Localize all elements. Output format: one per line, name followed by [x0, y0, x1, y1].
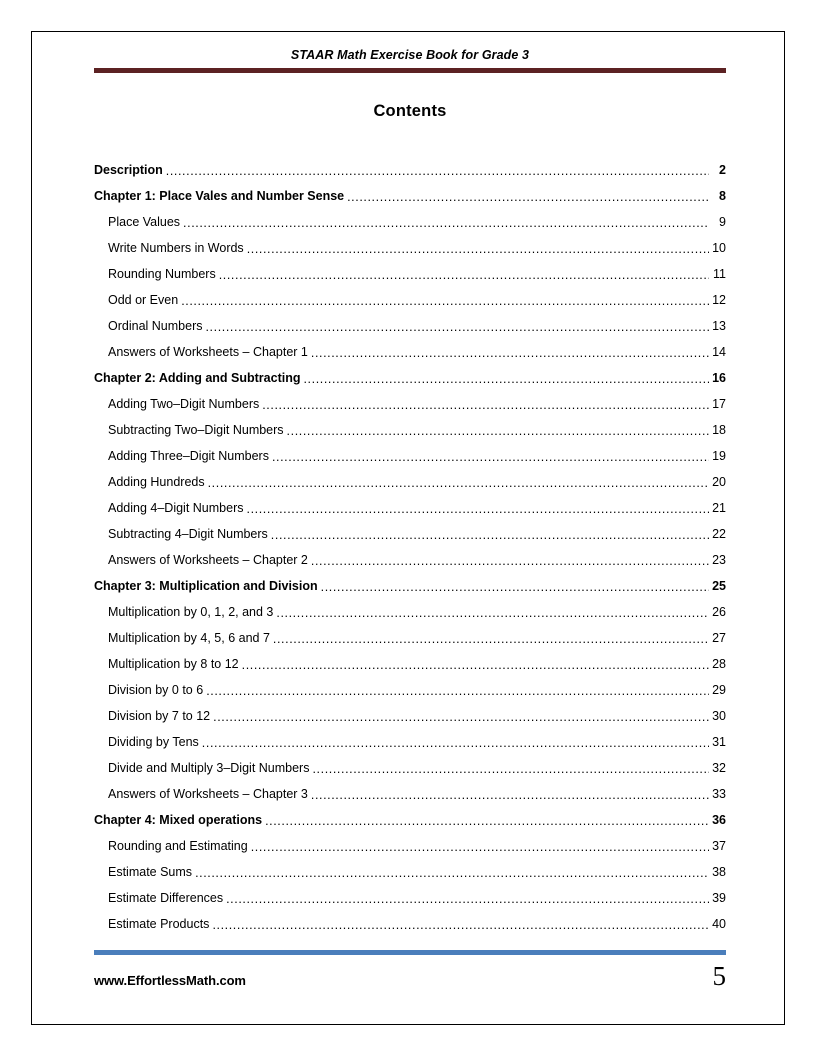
toc-entry[interactable] — [94, 464, 726, 490]
page-footer — [94, 950, 726, 990]
toc-dot-leader — [251, 841, 709, 854]
toc-entry[interactable] — [94, 412, 726, 438]
page-title: Contents — [373, 102, 447, 120]
toc-entry-label: Description — [94, 163, 163, 177]
toc-dot-leader — [226, 893, 709, 906]
toc-entry[interactable] — [94, 282, 726, 308]
toc-entry-page-number: 27 — [712, 631, 726, 645]
toc-dot-leader — [181, 295, 709, 308]
toc-entry-page-number: 18 — [712, 423, 726, 437]
toc-entry-label: Chapter 3: Multiplication and Division — [94, 579, 318, 593]
toc-entry-page-number: 13 — [712, 319, 726, 333]
toc-dot-leader — [202, 737, 709, 750]
running-header-title: STAAR Math Exercise Book for Grade 3 — [290, 48, 530, 62]
toc-entry[interactable] — [94, 750, 726, 776]
toc-entry-label: Subtracting Two–Digit Numbers — [108, 423, 284, 437]
toc-dot-leader — [271, 529, 709, 542]
toc-entry-label: Adding Two–Digit Numbers — [108, 397, 260, 411]
toc-entry[interactable] — [94, 724, 726, 750]
toc-entry[interactable] — [94, 386, 726, 412]
footer-divider-rule — [94, 950, 726, 955]
toc-entry[interactable] — [94, 360, 726, 386]
toc-dot-leader — [321, 581, 709, 594]
toc-entry-label: Divide and Multiply 3–Digit Numbers — [108, 761, 310, 775]
toc-entry[interactable] — [94, 568, 726, 594]
toc-entry-label: Division by 0 to 6 — [108, 683, 204, 697]
toc-entry-label: Chapter 4: Mixed operations — [94, 813, 263, 827]
toc-entry-page-number: 33 — [712, 787, 726, 801]
toc-entry-label: Rounding Numbers — [108, 267, 216, 281]
toc-entry-page-number: 17 — [712, 397, 726, 411]
page-number: 5 — [712, 961, 726, 991]
toc-dot-leader — [212, 919, 709, 932]
toc-entry-label: Multiplication by 0, 1, 2, and 3 — [108, 605, 274, 619]
toc-entry-label: Estimate Products — [108, 917, 210, 931]
toc-dot-leader — [166, 165, 709, 178]
toc-entry-page-number: 39 — [712, 891, 726, 905]
toc-entry-page-number: 25 — [712, 579, 726, 593]
toc-entry-label: Estimate Sums — [108, 865, 193, 879]
toc-entry-page-number: 38 — [712, 865, 726, 879]
toc-entry-page-number: 12 — [712, 293, 726, 307]
toc-entry[interactable] — [94, 516, 726, 542]
toc-entry-label: Write Numbers in Words — [108, 241, 244, 255]
toc-entry-page-number: 36 — [712, 813, 726, 827]
toc-dot-leader — [276, 607, 709, 620]
website-url[interactable]: www.EffortlessMath.com — [94, 973, 246, 988]
toc-entry[interactable] — [94, 204, 726, 230]
toc-entry-label: Chapter 2: Adding and Subtracting — [94, 371, 301, 385]
toc-entry-page-number: 19 — [712, 449, 726, 463]
toc-dot-leader — [213, 711, 709, 724]
toc-dot-leader — [247, 503, 710, 516]
toc-entry-page-number: 28 — [712, 657, 726, 671]
toc-entry[interactable] — [94, 880, 726, 906]
toc-entry-label: Chapter 1: Place Vales and Number Sense — [94, 189, 345, 203]
header-divider-rule — [94, 68, 726, 73]
toc-entry-label: Estimate Differences — [108, 891, 224, 905]
table-of-contents — [94, 152, 726, 932]
toc-entry-page-number: 8 — [719, 189, 726, 203]
toc-dot-leader — [195, 867, 709, 880]
toc-entry-page-number: 40 — [712, 917, 726, 931]
toc-entry[interactable] — [94, 256, 726, 282]
toc-entry[interactable] — [94, 438, 726, 464]
toc-entry-label: Dividing by Tens — [108, 735, 199, 749]
footer-row — [94, 963, 726, 990]
toc-entry[interactable] — [94, 698, 726, 724]
toc-dot-leader — [347, 191, 709, 204]
toc-entry[interactable] — [94, 308, 726, 334]
toc-dot-leader — [208, 477, 709, 490]
toc-dot-leader — [205, 321, 709, 334]
toc-dot-leader — [262, 399, 709, 412]
toc-entry[interactable] — [94, 854, 726, 880]
toc-entry[interactable] — [94, 646, 726, 672]
toc-dot-leader — [219, 269, 709, 282]
toc-entry[interactable] — [94, 594, 726, 620]
toc-entry-page-number: 16 — [712, 371, 726, 385]
toc-dot-leader — [312, 763, 709, 776]
toc-entry-page-number: 10 — [712, 241, 726, 255]
toc-entry-label: Answers of Worksheets – Chapter 2 — [108, 553, 308, 567]
toc-dot-leader — [311, 789, 709, 802]
toc-entry[interactable] — [94, 906, 726, 932]
toc-dot-leader — [242, 659, 709, 672]
toc-dot-leader — [206, 685, 709, 698]
toc-entry[interactable] — [94, 542, 726, 568]
toc-entry-label: Multiplication by 4, 5, 6 and 7 — [108, 631, 270, 645]
toc-entry-label: Multiplication by 8 to 12 — [108, 657, 239, 671]
toc-dot-leader — [287, 425, 709, 438]
toc-entry-page-number: 2 — [719, 163, 726, 177]
toc-dot-leader — [183, 217, 709, 230]
toc-entry-page-number: 31 — [712, 735, 726, 749]
toc-entry-label: Adding Hundreds — [108, 475, 205, 489]
toc-entry[interactable] — [94, 334, 726, 360]
toc-entry-page-number: 20 — [712, 475, 726, 489]
toc-entry[interactable] — [94, 776, 726, 802]
toc-entry-label: Ordinal Numbers — [108, 319, 203, 333]
toc-entry-label: Place Values — [108, 215, 181, 229]
toc-entry[interactable] — [94, 230, 726, 256]
toc-entry[interactable] — [94, 620, 726, 646]
toc-entry-page-number: 29 — [712, 683, 726, 697]
toc-entry-page-number: 9 — [719, 215, 726, 229]
toc-entry[interactable] — [94, 828, 726, 854]
toc-entry[interactable] — [94, 178, 726, 204]
toc-entry[interactable] — [94, 802, 726, 828]
toc-entry-page-number: 30 — [712, 709, 726, 723]
toc-dot-leader — [303, 373, 709, 386]
toc-entry-label: Adding Three–Digit Numbers — [108, 449, 269, 463]
toc-entry-page-number: 37 — [712, 839, 726, 853]
page-content — [94, 47, 726, 932]
toc-entry-page-number: 21 — [712, 501, 726, 515]
toc-entry-page-number: 23 — [712, 553, 726, 567]
toc-dot-leader — [265, 815, 709, 828]
toc-entry[interactable] — [94, 152, 726, 178]
toc-entry-label: Answers of Worksheets – Chapter 3 — [108, 787, 308, 801]
toc-entry[interactable] — [94, 672, 726, 698]
toc-dot-leader — [247, 243, 709, 256]
toc-entry-page-number: 32 — [712, 761, 726, 775]
toc-entry-page-number: 22 — [712, 527, 726, 541]
toc-dot-leader — [311, 347, 709, 360]
toc-entry-label: Odd or Even — [108, 293, 179, 307]
toc-entry-page-number: 14 — [712, 345, 726, 359]
toc-dot-leader — [272, 451, 709, 464]
toc-entry-label: Adding 4–Digit Numbers — [108, 501, 244, 515]
toc-entry-label: Subtracting 4–Digit Numbers — [108, 527, 268, 541]
toc-dot-leader — [311, 555, 709, 568]
toc-entry-page-number: 26 — [712, 605, 726, 619]
toc-entry[interactable] — [94, 490, 726, 516]
toc-dot-leader — [273, 633, 709, 646]
toc-entry-label: Answers of Worksheets – Chapter 1 — [108, 345, 308, 359]
toc-entry-page-number: 11 — [713, 267, 726, 281]
toc-entry-label: Division by 7 to 12 — [108, 709, 211, 723]
toc-entry-label: Rounding and Estimating — [108, 839, 248, 853]
